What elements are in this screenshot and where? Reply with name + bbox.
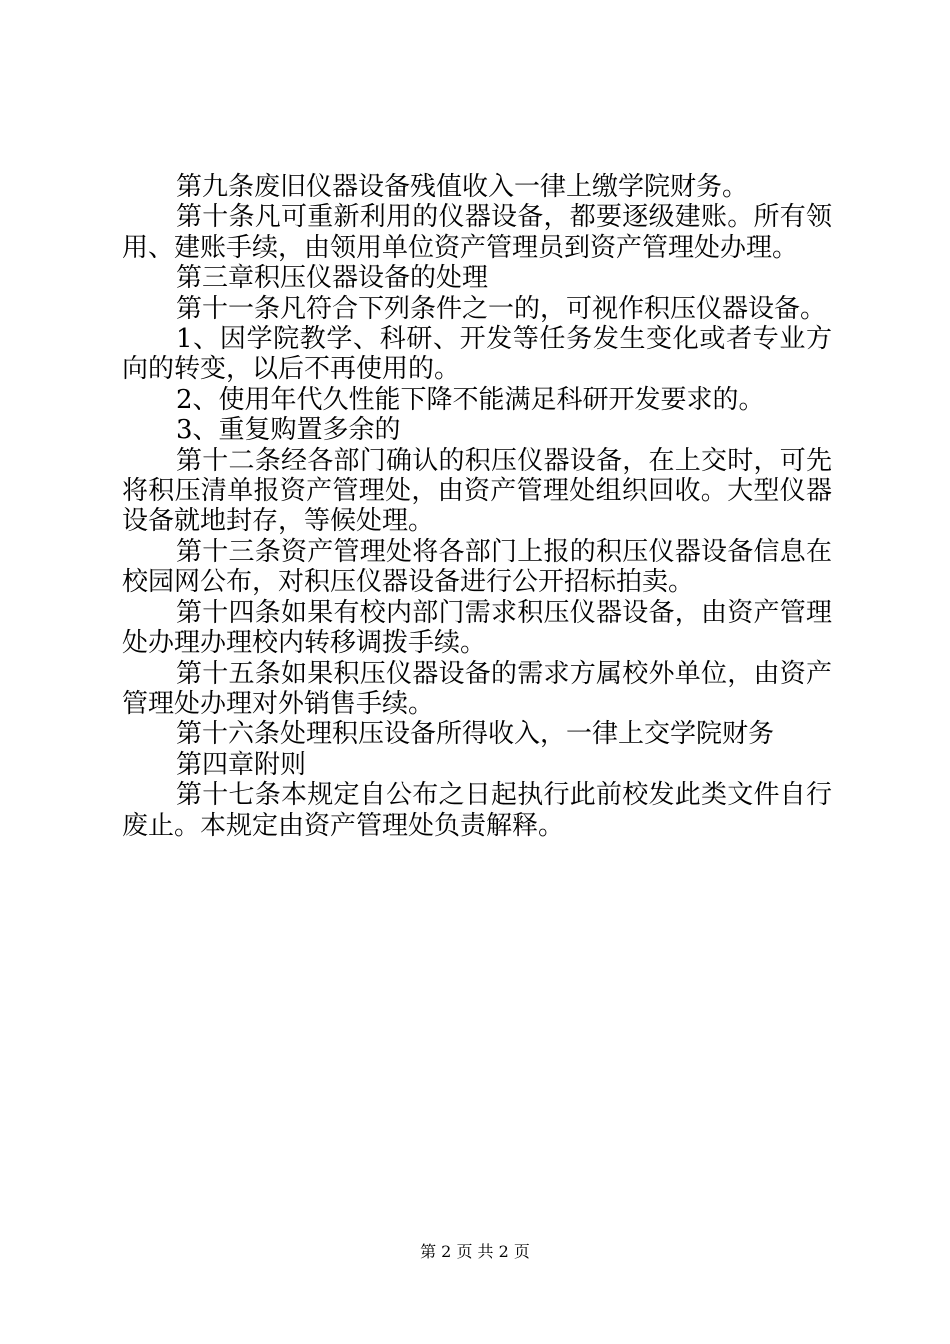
list-item-2: 2、使用年代久性能下降不能满足科研开发要求的。 bbox=[176, 384, 765, 415]
chapter-3-heading: 第三章积压仪器设备的处理 bbox=[176, 263, 489, 294]
page-number-footer: 第 2 页 共 2 页 bbox=[420, 1242, 530, 1261]
paragraph-article-12: 第十二条经各部门确认的积压仪器设备，在上交时，可先将积压清单报资产管理处，由资产管理处组织回收。大型仪器设备就地封存，等候处理。 bbox=[122, 445, 832, 537]
list-item-1: 1、因学院教学、科研、开发等任务发生变化或者专业方向的转变，以后不再使用的。 bbox=[122, 324, 832, 385]
paragraph-article-15: 第十五条如果积压仪器设备的需求方属校外单位，由资产管理处办理对外销售手续。 bbox=[122, 658, 832, 719]
paragraph-article-9: 第九条废旧仪器设备残值收入一律上缴学院财务。 bbox=[176, 172, 749, 202]
paragraph-article-10: 第十条凡可重新利用的仪器设备，都要逐级建账。所有领用、建账手续，由领用单位资产管理员到资产管理处办理。 bbox=[122, 202, 832, 263]
paragraph-article-11: 第十一条凡符合下列条件之一的，可视作积压仪器设备。 bbox=[176, 293, 827, 324]
paragraph-article-13: 第十三条资产管理处将各部门上报的积压仪器设备信息在校园网公布，对积压仪器设备进行公开招标拍卖。 bbox=[122, 536, 832, 598]
document-body bbox=[122, 172, 832, 841]
paragraph-article-14: 第十四条如果有校内部门需求积压仪器设备，由资产管理处办理办理校内转移调拨手续。 bbox=[122, 597, 832, 659]
chapter-4-heading: 第四章附则 bbox=[176, 749, 307, 780]
paragraph-article-16: 第十六条处理积压设备所得收入，一律上交学院财务 bbox=[176, 719, 775, 750]
list-item-3: 3、重复购置多余的 bbox=[176, 415, 401, 446]
paragraph-article-17: 第十七条本规定自公布之日起执行此前校发此类文件自行废止。本规定由资产管理处负责解释。 bbox=[122, 780, 832, 841]
